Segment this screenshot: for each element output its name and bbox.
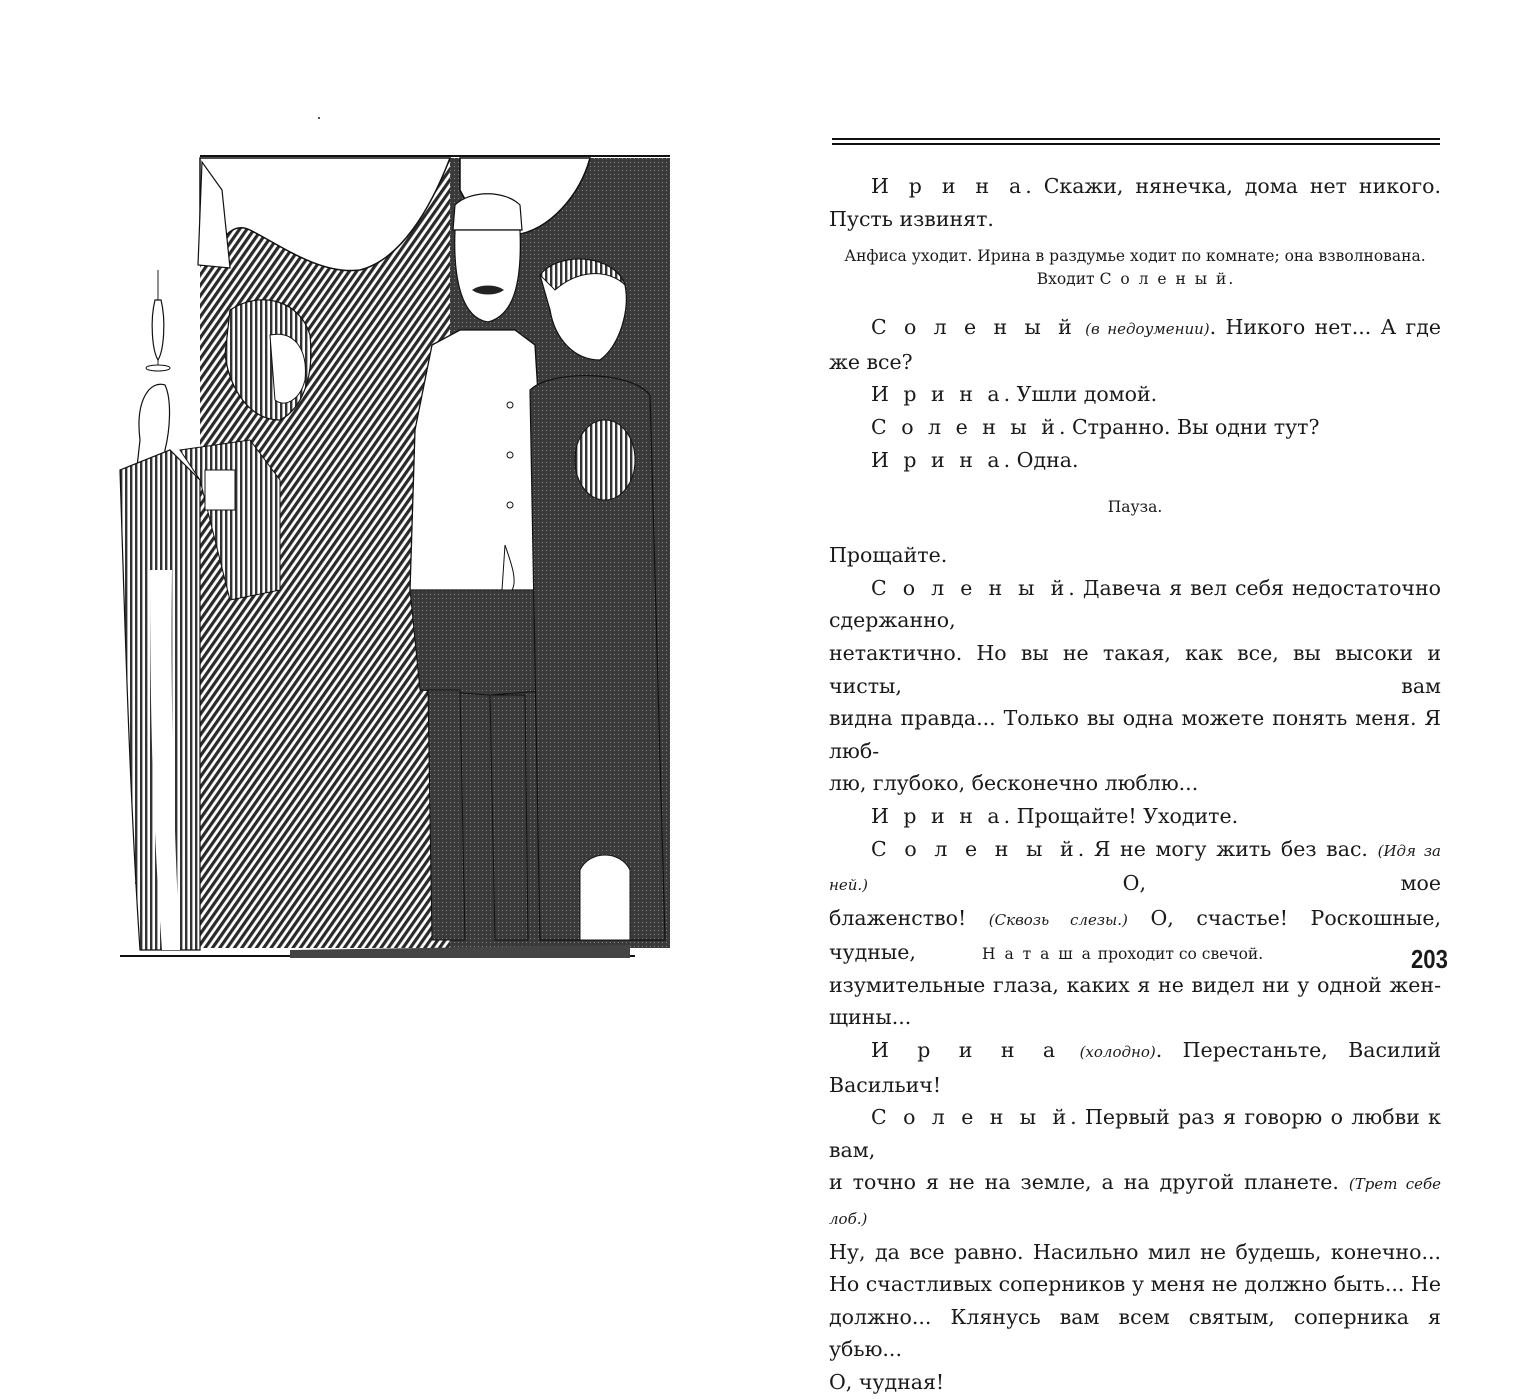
speaker-name: С о л е н ы й	[871, 414, 1059, 439]
speaker-name: И р и н а	[871, 447, 1004, 472]
play-text	[829, 170, 1441, 1399]
engraving-illustration	[110, 150, 670, 970]
left-page	[0, 0, 765, 1080]
officer-breeches	[410, 590, 555, 695]
dialogue-line	[829, 572, 1441, 637]
speaker-name: С о л е н ы й	[871, 1105, 1071, 1130]
dialogue-text: видна правда... Только вы одна можете понять меня. Я люб-	[829, 706, 1441, 763]
dialogue-text: Ну, да все равно. Насильно мил не будешь, конечно...	[829, 1239, 1441, 1264]
right-page	[765, 0, 1530, 1394]
candle-icon	[152, 300, 164, 360]
dialogue-line	[829, 411, 1441, 444]
remark: (Трет себе лоб.)	[829, 1175, 1442, 1229]
stage-direction-pause: Пауза.	[1107, 498, 1163, 517]
speaker-name: С о л е н ы й	[871, 575, 1069, 600]
dialogue-text: блаженство!	[829, 905, 989, 930]
speaker-name: Н а т а ш а	[982, 945, 1093, 963]
dialogue-line	[829, 378, 1441, 411]
stage-text: Анфиса уходит. Ирина в раздумье ходит по комнате; она взволнована.	[844, 247, 1426, 266]
stage-direction	[982, 945, 1263, 963]
speaker-name: С о л е н ы й	[1099, 270, 1229, 289]
dialogue-line	[829, 1034, 1441, 1101]
page-number: 203	[1411, 944, 1448, 974]
dialogue-text: . Скажи, нянечка, дома нет никого. Пусть извинят.	[829, 174, 1441, 231]
dialogue-line	[829, 170, 1441, 235]
dialogue-text: изумительные глаза, каких я не видел ни у одной жен-	[829, 972, 1441, 997]
stage-text: проходит со свечой.	[1092, 945, 1264, 963]
remark: (Идя за ней.)	[829, 841, 1441, 895]
dialogue-text: О, чудная!	[829, 1370, 945, 1394]
dialogue-text: О, мое	[868, 871, 1441, 896]
speaker-name: И р и н а	[871, 174, 1026, 198]
dialogue-text: должно... Клянусь вам всем святым, соперника я убью...	[829, 1304, 1441, 1362]
dialogue-line: Прощайте.	[829, 543, 948, 568]
dialogue-text: лю, глубоко, бесконечно люблю...	[829, 771, 1199, 796]
dialogue-text: . Прощайте! Уходите.	[1003, 803, 1239, 828]
speaker-name: С о л е н ы й	[871, 836, 1078, 861]
dialogue-text: . Никого нет... А где же все?	[829, 315, 1441, 374]
remark: (в недоумении)	[1085, 320, 1210, 339]
dialogue-line	[829, 444, 1441, 477]
dialogue-text: . Ушли домой.	[1003, 382, 1158, 407]
speaker-name: С о л е н ы й	[871, 315, 1076, 340]
dialogue-line	[829, 800, 1441, 833]
speaker-name: И р и н а	[871, 1038, 1060, 1063]
stage-direction	[829, 245, 1441, 291]
dialogue-text: . Одна.	[1003, 447, 1079, 472]
stage-text: .	[1228, 270, 1234, 289]
dialogue-text: . Первый раз я говорю о любви к вам,	[829, 1105, 1441, 1162]
stage-text: Входит	[1036, 270, 1100, 289]
speaker-name: И р и н а	[871, 382, 1004, 407]
dialogue-text: Но счастливых соперников у меня не должно быть... Не	[829, 1272, 1441, 1297]
dialogue-text: . Странно. Вы одни тут?	[1058, 414, 1320, 439]
officer-tunic	[410, 330, 550, 590]
dialogue-text: . Я не могу жить без вас.	[1077, 836, 1378, 861]
dialogue-line	[829, 1101, 1441, 1166]
speaker-name: И р и н а	[871, 803, 1004, 828]
header-double-rule	[832, 138, 1440, 145]
dialogue-text: и точно я не на земле, а на другой планете.	[829, 1170, 1349, 1195]
dialogue-text: щины...	[829, 1005, 912, 1030]
dialogue-text: . Давеча я вел себя недостаточно сдержанно,	[829, 575, 1441, 633]
dialogue-text	[829, 1166, 1441, 1235]
dialogue-line	[829, 833, 1441, 902]
dialogue-text: нетактично. Но вы не такая, как все, вы высоки и чисты, вам	[829, 640, 1441, 698]
dialogue-line	[829, 311, 1441, 378]
officer-cap	[453, 194, 522, 230]
dialogue-text: О, счастье! Роскошные, чудные,	[829, 905, 1441, 965]
dialogue-text: . Перестаньте, Василий Васильич!	[829, 1038, 1441, 1097]
remark: (холодно)	[1079, 1043, 1156, 1062]
remark: (Сквозь слезы.)	[988, 910, 1128, 929]
stray-mark	[318, 117, 320, 119]
